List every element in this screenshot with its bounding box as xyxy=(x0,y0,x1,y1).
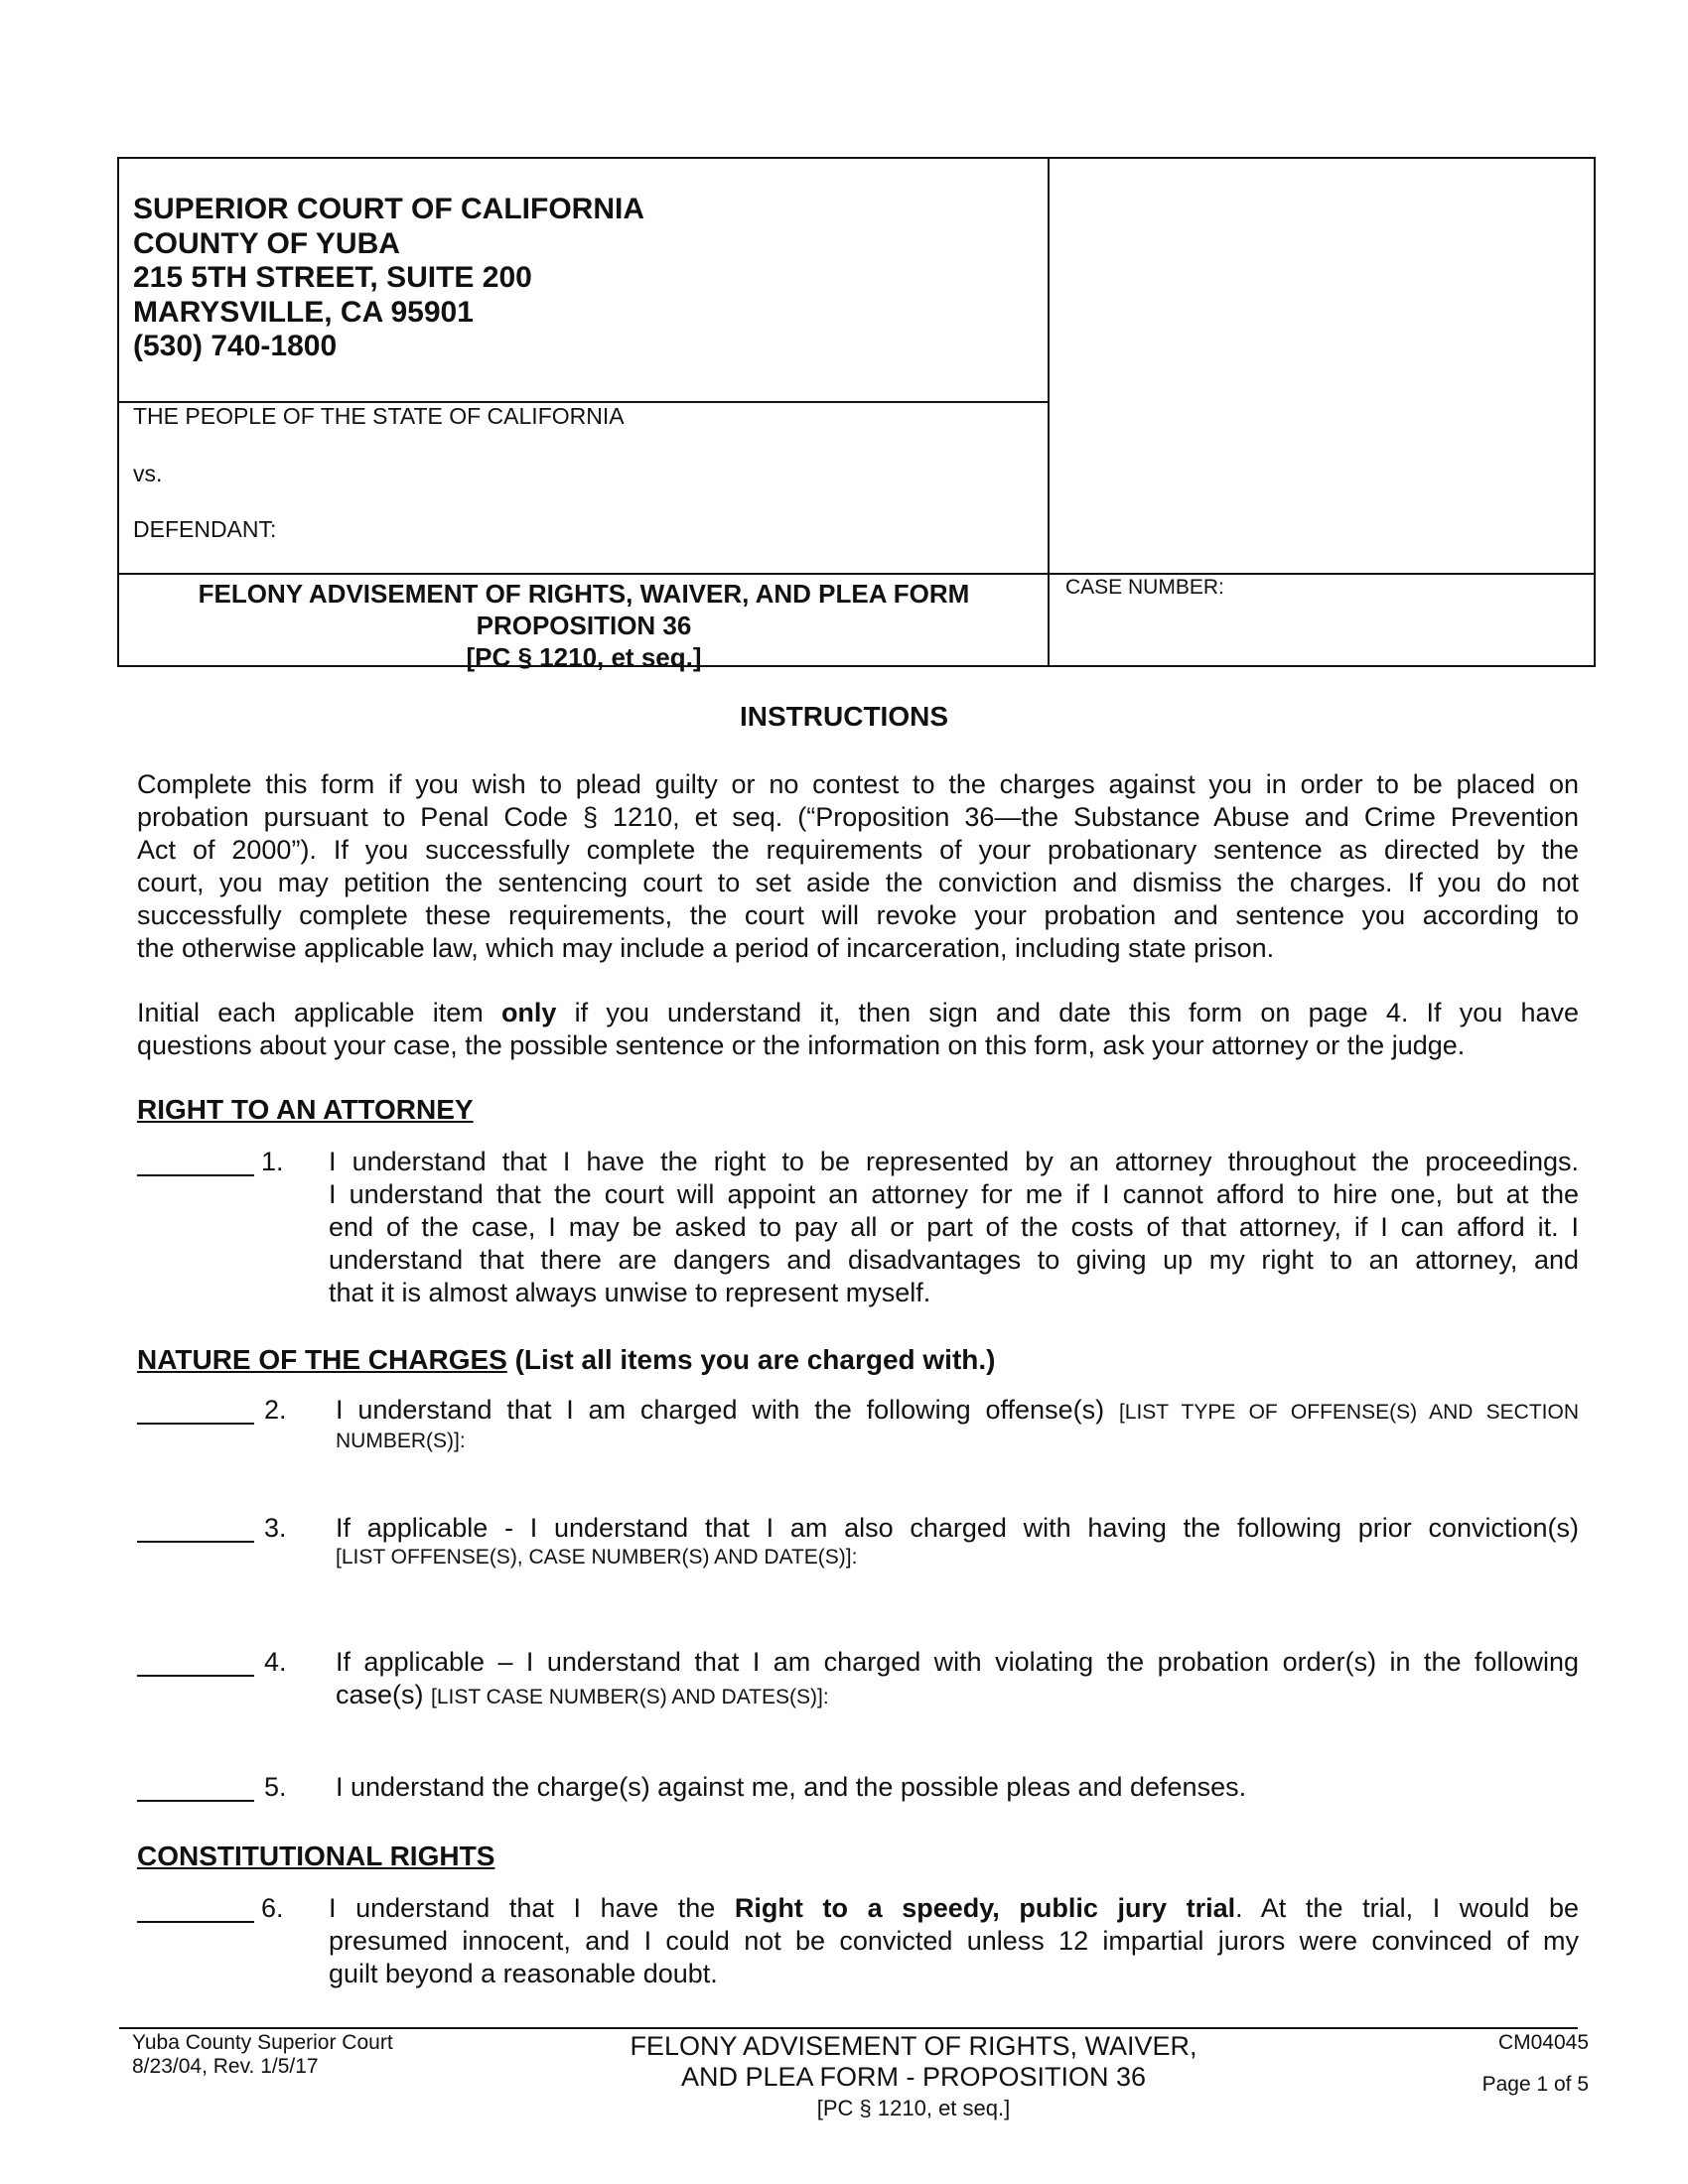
item-number: 2. xyxy=(264,1395,287,1425)
footer-rule xyxy=(119,2027,1578,2029)
initial-instructions xyxy=(137,997,1579,1062)
section-heading-charges xyxy=(137,1344,996,1376)
text-line xyxy=(137,997,1579,1029)
footer-court: Yuba County Superior Court xyxy=(132,2031,393,2054)
vs-label: vs. xyxy=(133,461,163,486)
section-title: NATURE OF THE CHARGES xyxy=(137,1344,507,1375)
text-line: understand that there are dangers and disadvantages to giving up my right to an attorney, and xyxy=(329,1245,1579,1275)
item-number: 4. xyxy=(264,1647,287,1677)
text-line: that it is almost always unwise to represent myself. xyxy=(329,1278,931,1307)
footer-title xyxy=(516,2031,1311,2123)
initials-blank[interactable] xyxy=(137,1174,254,1176)
footer-date: 8/23/04, Rev. 1/5/17 xyxy=(132,2055,319,2078)
item-text xyxy=(336,1771,1579,1804)
text-run: case(s) xyxy=(336,1680,432,1709)
form-code: CM04045 xyxy=(1497,2031,1589,2054)
text-line: probation pursuant to Penal Code § 1210, et seq. (“Proposition 36—the Substance Abuse and Crime Prevention xyxy=(137,802,1579,832)
initials-blank[interactable] xyxy=(137,1800,254,1802)
instructions-paragraph xyxy=(137,768,1579,965)
text-line xyxy=(336,1679,1579,1713)
text-line: I understand that I have the right to be represented by an attorney throughout the proceedings. xyxy=(329,1147,1579,1176)
page-number: Page 1 of 5 xyxy=(1481,2073,1589,2096)
item-1 xyxy=(137,1146,1579,1314)
section-note: (List all items you are charged with.) xyxy=(506,1344,996,1375)
item-text xyxy=(329,1146,1579,1309)
text-line: guilt beyond a reasonable doubt. xyxy=(329,1959,718,1988)
text-run: I understand that I have the xyxy=(329,1893,735,1923)
text-line: presumed innocent, and I could not be convicted unless 12 impartial jurors were convinced of my xyxy=(329,1926,1579,1956)
text-line xyxy=(329,1892,1579,1925)
section-heading-attorney xyxy=(137,1094,474,1126)
footer-title-line: FELONY ADVISEMENT OF RIGHTS, WAIVER, xyxy=(630,2031,1197,2061)
footer-left xyxy=(132,2031,393,2079)
section-title: RIGHT TO AN ATTORNEY xyxy=(137,1094,474,1125)
initials-blank[interactable] xyxy=(137,1675,254,1677)
item-number: 6. xyxy=(261,1893,284,1923)
court-line: COUNTY OF YUBA xyxy=(133,226,400,260)
section-title: CONSTITUTIONAL RIGHTS xyxy=(137,1841,495,1871)
text-run: Initial each applicable item xyxy=(137,998,501,1027)
text-line: If applicable - I understand that I am also charged with having the following prior conviction(s) xyxy=(336,1513,1579,1543)
instruction-note: [LIST TYPE OF OFFENSE(S) AND SECTION xyxy=(1118,1401,1579,1424)
people-label: THE PEOPLE OF THE STATE OF CALIFORNIA xyxy=(133,403,625,429)
court-line: (530) 740-1800 xyxy=(133,330,338,362)
form-title-line: FELONY ADVISEMENT OF RIGHTS, WAIVER, AND PLEA FORM xyxy=(198,579,970,609)
text-run: I understand that I am charged with the following offense(s) xyxy=(336,1395,1119,1425)
text-line: questions about your case, the possible sentence or the information on this form, ask your attorney or the judge. xyxy=(137,1030,1466,1060)
form-title-line: PROPOSITION 36 xyxy=(476,611,692,640)
text-line: I understand the charge(s) against me, and the possible pleas and defenses. xyxy=(336,1772,1247,1802)
text-line: the otherwise applicable law, which may include a period of incarceration, including state prison. xyxy=(137,933,1275,963)
item-number: 1. xyxy=(261,1147,284,1176)
text-line xyxy=(336,1394,1579,1429)
court-line: SUPERIOR COURT OF CALIFORNIA xyxy=(133,193,644,225)
text-run: . At the trial, I would be xyxy=(1235,1893,1579,1923)
item-3 xyxy=(137,1512,1579,1581)
text-line: If applicable – I understand that I am charged with violating the probation order(s) in the following xyxy=(336,1647,1579,1677)
item-number: 5. xyxy=(264,1772,287,1802)
text-run: if you understand it, then sign and date this form on page 4. If you have xyxy=(556,998,1579,1027)
form-title-line: [PC § 1210, et seq.] xyxy=(466,642,702,672)
footer-title-line: AND PLEA FORM - PROPOSITION 36 xyxy=(680,2062,1147,2092)
text-line: Act of 2000”). If you successfully complete the requirements of your probationary sentence as directed by the xyxy=(137,835,1579,865)
case-number-label: CASE NUMBER: xyxy=(1065,576,1224,599)
item-text xyxy=(329,1892,1579,1990)
emphasis-right: Right to a speedy, public jury trial xyxy=(734,1893,1236,1923)
instruction-note: [LIST CASE NUMBER(S) AND DATES(S)]: xyxy=(431,1686,829,1708)
footer-title-line: [PC § 1210, et seq.] xyxy=(816,2096,1011,2120)
item-5 xyxy=(137,1771,1579,1807)
instruction-note: NUMBER(S)]: xyxy=(336,1430,466,1452)
emphasis-only: only xyxy=(500,998,557,1027)
instruction-note: [LIST OFFENSE(S), CASE NUMBER(S) AND DATE(S)]: xyxy=(336,1546,858,1569)
instructions-heading: INSTRUCTIONS xyxy=(740,701,948,732)
text-line: successfully complete these requirements, the court will revoke your probation and sentence you according to xyxy=(137,900,1579,930)
item-4 xyxy=(137,1646,1579,1715)
court-address xyxy=(133,193,644,364)
text-line: Complete this form if you wish to plead guilty or no contest to the charges against you in order to be placed on xyxy=(137,769,1579,799)
item-text xyxy=(336,1646,1579,1713)
court-line: 215 5TH STREET, SUITE 200 xyxy=(133,261,532,294)
form-title xyxy=(119,574,1049,673)
item-6 xyxy=(137,1892,1579,1995)
defendant-label: DEFENDANT: xyxy=(133,516,277,542)
initials-blank[interactable] xyxy=(137,1921,254,1923)
court-line: MARYSVILLE, CA 95901 xyxy=(133,295,474,329)
item-number: 3. xyxy=(264,1513,287,1543)
text-line: court, you may petition the sentencing court to set aside the conviction and dismiss the charges. If you do not xyxy=(137,868,1579,897)
initials-blank[interactable] xyxy=(137,1423,254,1425)
item-2 xyxy=(137,1394,1579,1463)
text-line: I understand that the court will appoint an attorney for me if I cannot afford to hire one, but at the xyxy=(329,1179,1579,1209)
item-text xyxy=(336,1512,1579,1570)
initials-blank[interactable] xyxy=(137,1541,254,1543)
text-line: end of the case, I may be asked to pay all or part of the costs of that attorney, if I can afford it. I xyxy=(329,1212,1579,1242)
section-heading-constitutional xyxy=(137,1841,494,1872)
item-text xyxy=(336,1394,1579,1454)
caption-box xyxy=(117,157,1596,672)
